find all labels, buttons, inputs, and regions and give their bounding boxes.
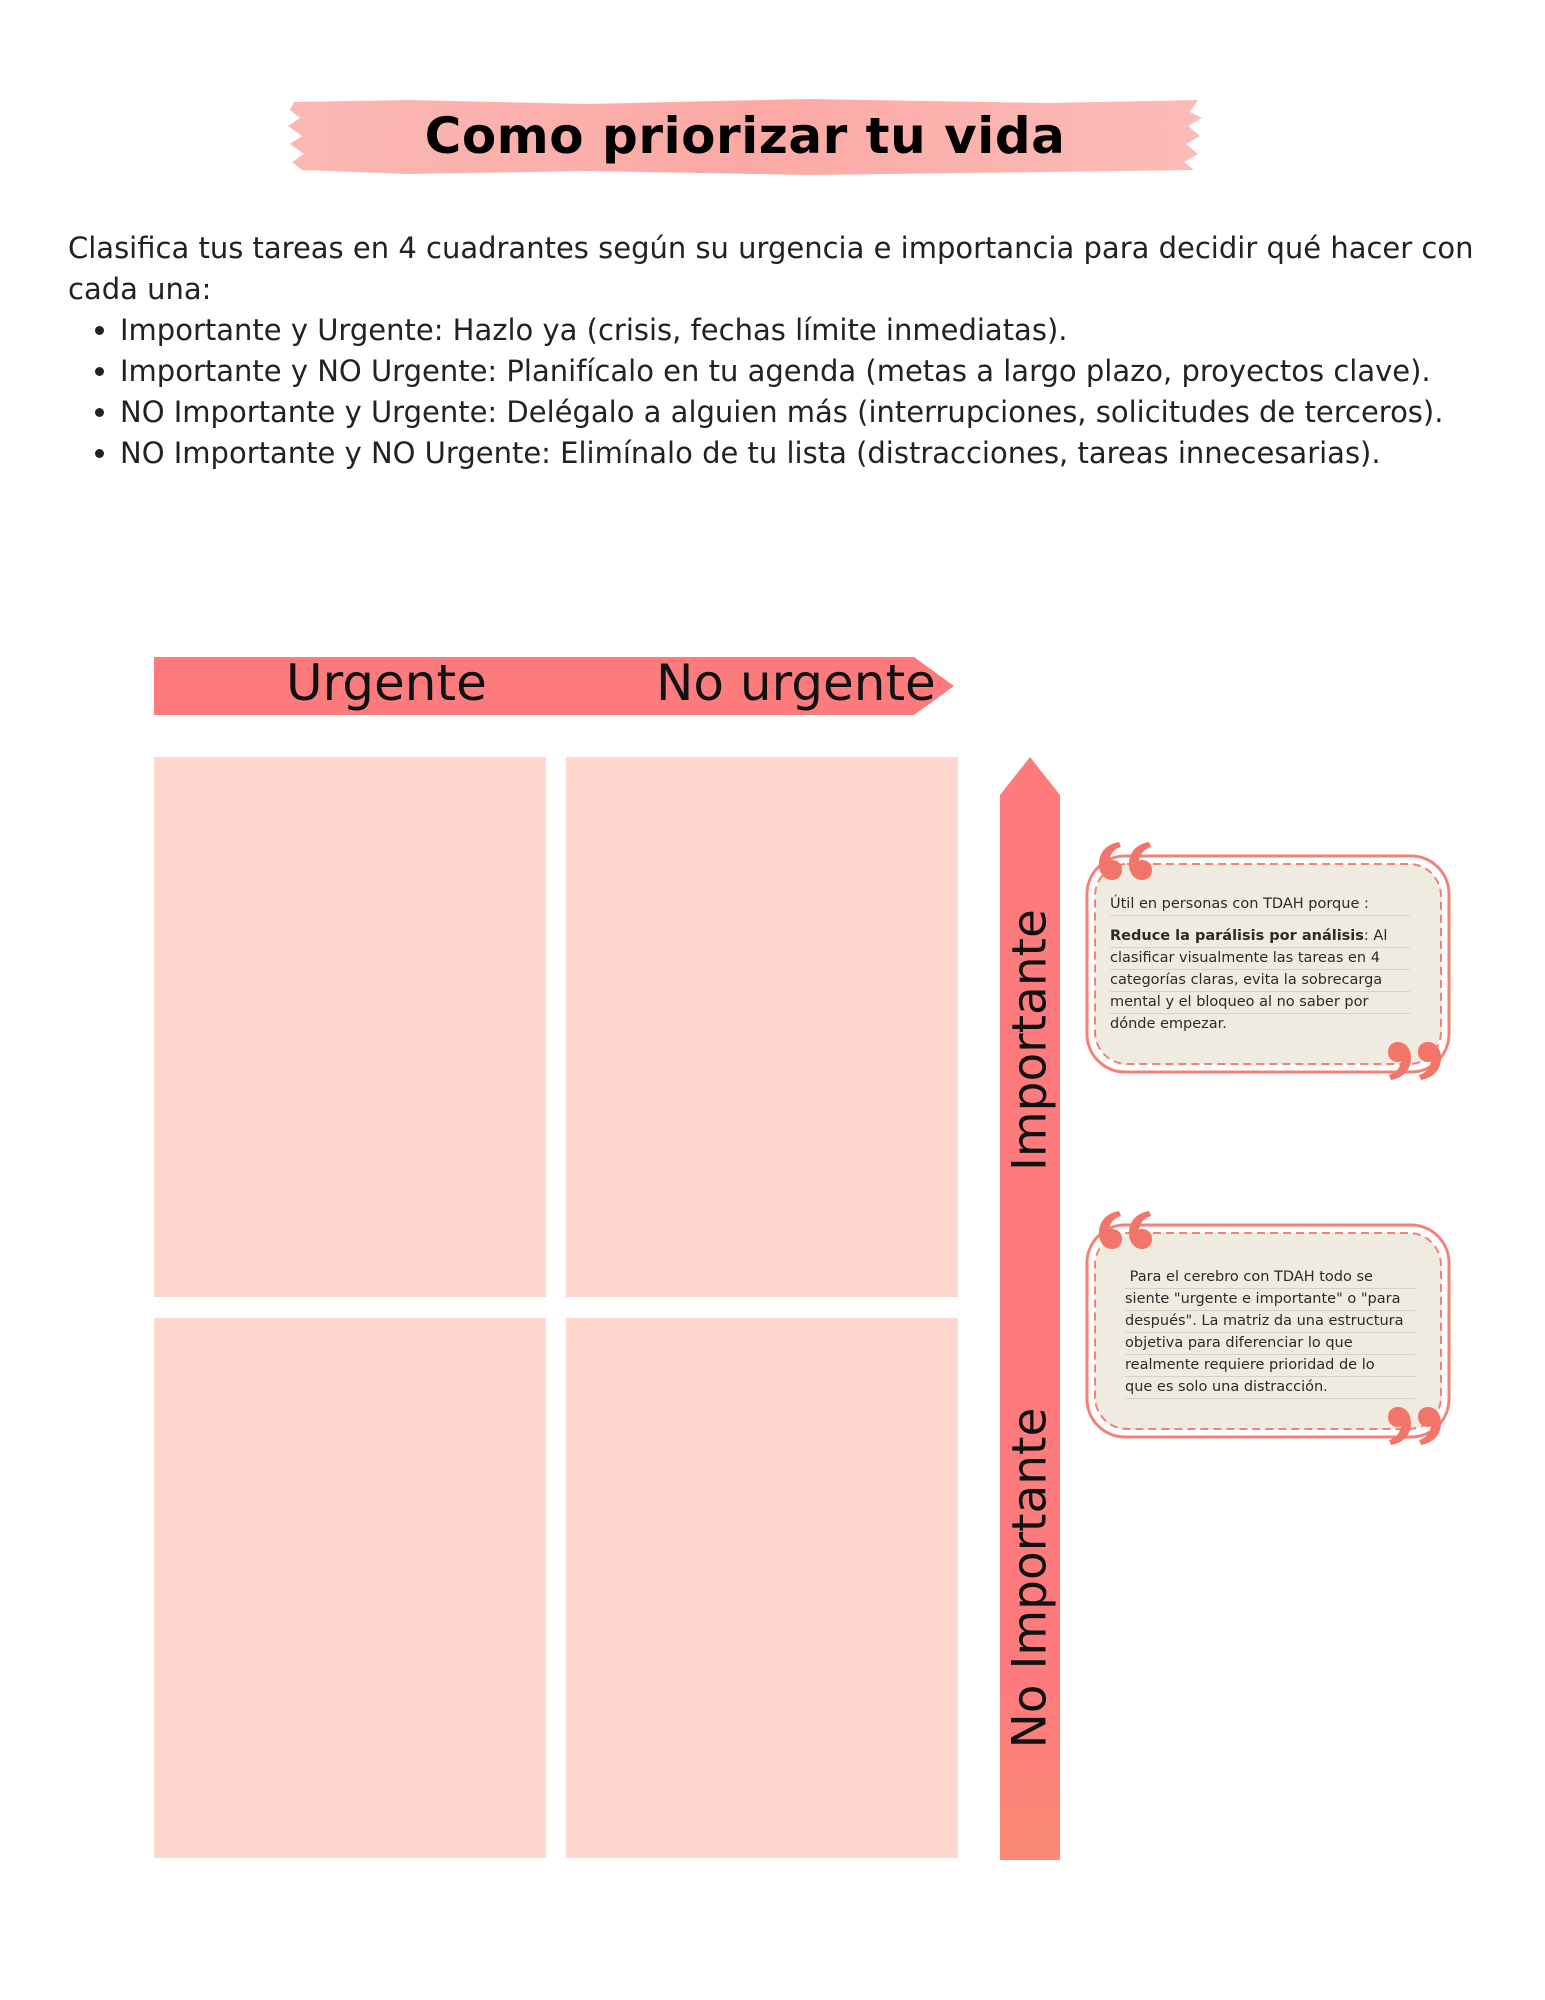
intro-text (68, 228, 1488, 474)
note-line (1110, 926, 1410, 948)
open-quote-icon (1097, 1205, 1153, 1251)
axis-label-urgente: Urgente (286, 654, 487, 712)
note-line: objetiva para diferenciar lo que (1125, 1333, 1415, 1355)
intro-lead: Clasifica tus tareas en 4 cuadrantes según su urgencia e importancia para decidir qué hacer con cada una: (68, 231, 1474, 306)
note-line: siente "urgente e importante" o "para (1125, 1289, 1415, 1311)
axis-label-importante: Importante (1002, 909, 1058, 1171)
note-text-2 (1125, 1267, 1415, 1399)
quadrant-list (68, 310, 1488, 474)
note-card-adhd-benefit (1085, 836, 1455, 1088)
note-line: después". La matriz da una estructura (1125, 1311, 1415, 1333)
note-line: dónde empezar. (1110, 1016, 1227, 1032)
note-bold: Reduce la parálisis por análisis (1110, 928, 1364, 944)
list-item: • Importante y NO Urgente: Planifícalo en tu agenda (metas a largo plazo, proyectos clave). (120, 351, 1488, 392)
list-item: • NO Importante y NO Urgente: Elimínalo de tu lista (distracciones, tareas innecesarias). (120, 433, 1488, 474)
note-intro: Útil en personas con TDAH porque : (1110, 894, 1410, 916)
note-text-1 (1110, 894, 1410, 1035)
quadrant-not-important-not-urgent[interactable] (566, 1318, 958, 1858)
note-line-text: : Al (1363, 928, 1388, 944)
axis-label-no-importante: No Importante (1002, 1407, 1058, 1749)
title-banner (288, 96, 1202, 176)
note-card-adhd-structure (1085, 1205, 1455, 1453)
note-line: que es solo una distracción. (1125, 1377, 1415, 1399)
list-item: • NO Importante y Urgente: Delégalo a alguien más (interrupciones, solicitudes de terceros). (120, 392, 1488, 433)
note-line: clasificar visualmente las tareas en 4 (1110, 948, 1410, 970)
close-quote-icon (1387, 1405, 1443, 1451)
note-line: realmente requiere prioridad de lo (1125, 1355, 1415, 1377)
close-quote-icon (1387, 1040, 1443, 1086)
quadrant-not-important-urgent[interactable] (154, 1318, 546, 1858)
list-item: • Importante y Urgente: Hazlo ya (crisis, fechas límite inmediatas). (120, 310, 1488, 351)
quadrant-important-not-urgent[interactable] (566, 757, 958, 1297)
axis-label-no-urgente: No urgente (656, 654, 936, 712)
page-title: Como priorizar tu vida (424, 107, 1066, 165)
note-line: mental y el bloqueo al no saber por (1110, 992, 1410, 1014)
note-line: Para el cerebro con TDAH todo se (1125, 1267, 1415, 1289)
open-quote-icon (1097, 836, 1153, 882)
note-line: categorías claras, evita la sobrecarga (1110, 970, 1410, 992)
quadrant-important-urgent[interactable] (154, 757, 546, 1297)
